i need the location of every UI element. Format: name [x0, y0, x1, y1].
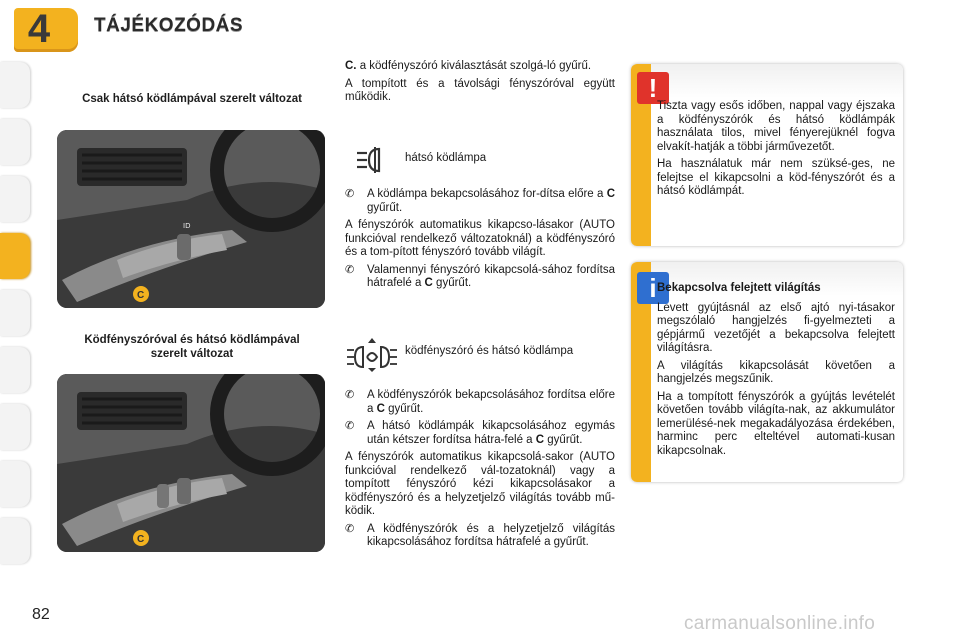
chapter-number: 4: [27, 7, 51, 51]
chapter-tabs: [0, 62, 30, 582]
instruction-bullet: ✆ A ködfényszórók és a helyzetjelző világítás kikapcsolásához fordítsa hátrafelé a gyűrűt.: [345, 522, 615, 548]
instruction-bullet: ✆ Valamennyi fényszóró kikapcsolá-sához fordítsa hátrafelé a C gyűrűt.: [345, 263, 615, 289]
chapter-tab[interactable]: [0, 518, 30, 564]
fog-and-rear-fog-icon: [347, 337, 397, 373]
watermark: carmanualsonline.info: [684, 613, 876, 634]
instruction-bullet: ✆ A ködfényszórók bekapcsolásához fordítsa előre a C gyűrűt.: [345, 389, 615, 415]
page-number: 82: [32, 606, 50, 623]
chapter-tab[interactable]: [0, 119, 30, 165]
info-box: [631, 262, 903, 482]
paragraph: A fényszórók automatikus kikapcso-lásakor (AUTO funkcióval rendelkező változatoknál) a ködfényszóró és a tom-pított fényszóró tovább világít.: [345, 219, 615, 258]
intro-paragraph: [345, 60, 615, 74]
rear-fog-lamp-label: hátsó ködlámpa: [405, 152, 487, 164]
chapter-title: TÁJÉKOZÓDÁS: [94, 15, 244, 36]
phone-bullet-icon: ✆: [345, 522, 355, 535]
chapter-tab[interactable]: [0, 461, 30, 507]
ring-label: C.: [345, 60, 357, 72]
instruction-bullet: ✆ A hátsó ködlámpák kikapcsolásához egymás után kétszer fordítsa hátra-felé a C gyűrűt.: [345, 420, 615, 446]
info-icon: i: [637, 272, 669, 304]
chapter-tab[interactable]: [0, 290, 30, 336]
phone-bullet-icon: ✆: [345, 263, 355, 276]
chapter-tab-active[interactable]: [0, 233, 30, 279]
warning-icon: !: [637, 72, 669, 104]
phone-bullet-icon: ✆: [345, 389, 355, 401]
phone-bullet-icon: ✆: [345, 420, 355, 432]
phone-bullet-icon: ✆: [345, 188, 355, 200]
stalk-photo-fog-and-rear-fog: [57, 374, 325, 552]
caption-rear-fog-only: Csak hátsó ködlámpával szerelt változat: [82, 93, 302, 105]
intro-text: a ködfényszóró kiválasztását szolgá-ló gyűrű.: [356, 60, 592, 72]
chapter-tab[interactable]: [0, 176, 30, 222]
stalk-illustration: [57, 130, 325, 308]
warning-text: Tiszta vagy esős időben, nappal vagy éjszaka a ködfényszórók és hátsó ködlámpák használata tilos, mivel fényerejüknél fogva elvakít-hatják a többi járművezetőt. Ha használatuk már nem szüksé-ges, ne felejtse el kikapcsolni a köd-fényszórót és a hátsó ködlámpát.: [657, 100, 895, 197]
callout-c: C: [137, 534, 145, 545]
stalk-photo-rear-fog: [57, 130, 325, 308]
chapter-tab[interactable]: [0, 347, 30, 393]
caption-fog-and-rear-fog: Ködfényszóróval és hátsó ködlámpával szerelt változat: [84, 334, 300, 360]
callout-c: C: [137, 290, 145, 301]
text-column-rear-fog: [345, 188, 615, 295]
instruction-bullet: ✆ A ködlámpa bekapcsolásához for-dítsa előre a C gyűrűt.: [345, 188, 615, 214]
warning-box: [631, 64, 903, 246]
paragraph: A tompított és a távolsági fényszóróval együtt működik.: [345, 77, 615, 103]
stalk-illustration: [57, 374, 325, 552]
info-text: Bekapcsolva felejtett világítás Levett gyújtásnál az első ajtó nyi-tásakor megszólaló hangjelzés fi-gyelmezteti a gépjármű vezetőjét a bekapcsolva felejtett világításra. A világítás kikapcsolását követően a hangjelzés megszűnik. Ha a tompított fényszórók a gyújtás levételét követően tovább világíta-nak, az akkumulátor lemerülésé-nek megakadályozása érdekében, harminc perc elteltével automati-kusan kikapcsolnak.: [657, 282, 895, 457]
text-column-top: [345, 60, 615, 109]
text-column-fog: [345, 389, 615, 554]
info-title: Bekapcsolva felejtett világítás: [657, 282, 821, 294]
chapter-tab[interactable]: [0, 404, 30, 450]
chapter-tab[interactable]: [0, 62, 30, 108]
rear-fog-lamp-icon: [355, 145, 399, 175]
svg-text:ID: ID: [183, 222, 191, 230]
fog-and-rear-fog-label: ködfényszóró és hátsó ködlámpa: [405, 345, 574, 357]
paragraph: A fényszórók automatikus kikapcsolá-sakor (AUTO funkcióval rendelkező vál-tozatoknál) vagy a tompított fényszóró kézi kikapcsolásakor a ködfényszóró és a helyzetjelző világítás tovább mű-ködik.: [345, 451, 615, 517]
